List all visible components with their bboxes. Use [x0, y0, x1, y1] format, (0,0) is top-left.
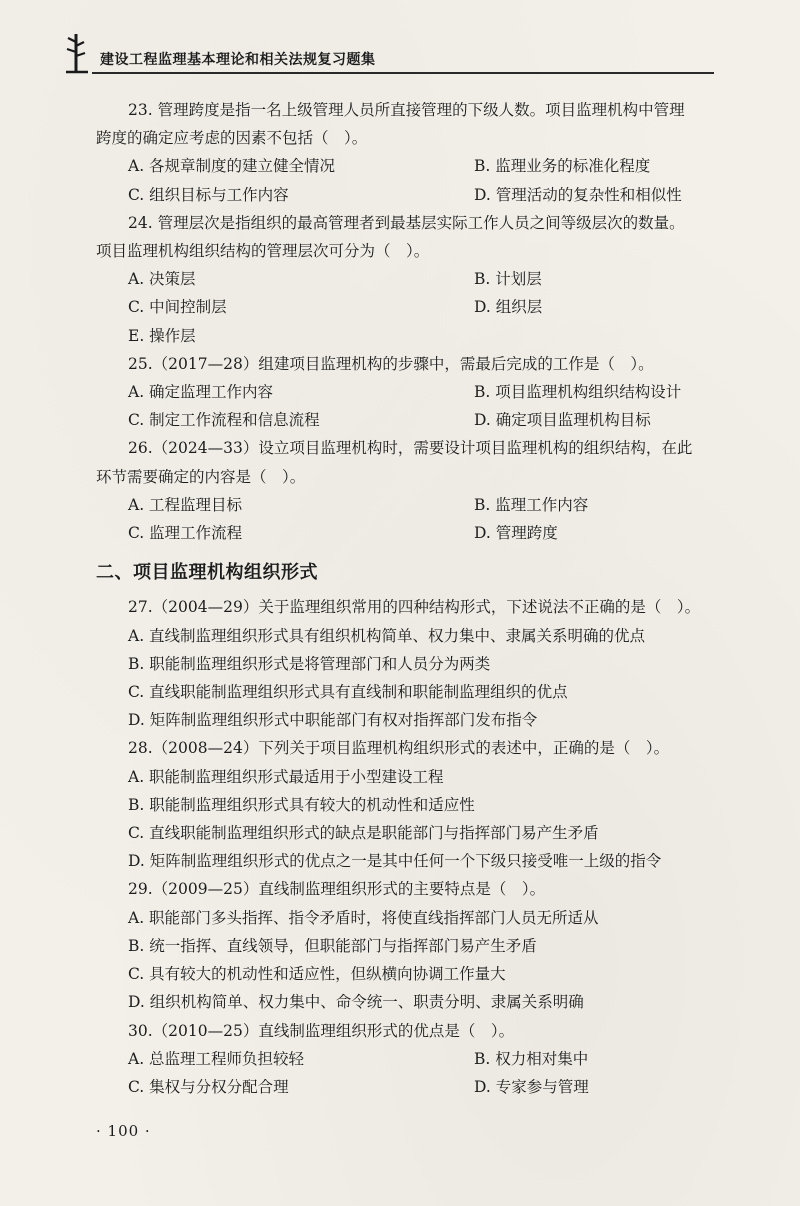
option-b: B. 权力相对集中 [474, 1049, 589, 1068]
option-a: A. 决策层 [128, 270, 196, 289]
option-c: C. 制定工作流程和信息流程 [128, 411, 320, 430]
option-c: C. 中间控制层 [128, 298, 227, 317]
option-d: D. 矩阵制监理组织形式中职能部门有权对指挥部门发布指令 [128, 711, 538, 730]
option-row [96, 1045, 716, 1073]
page-number: · 100 · [96, 1122, 151, 1140]
option-b: B. 计划层 [474, 270, 542, 289]
option-b: B. 职能制监理组织形式具有较大的机动性和适应性 [128, 795, 475, 814]
question-text: 25.（2017—28）组建项目监理机构的步骤中，需最后完成的工作是（ ）。 [128, 354, 654, 373]
question-text: 23. 管理跨度是指一名上级管理人员所直接管理的下级人数。项目监理机构中管理 [128, 101, 685, 119]
question-text: 26.（2024—33）设立项目监理机构时，需要设计项目监理机构的组织结构，在此 [128, 439, 693, 458]
option-a: A. 各规章制度的建立健全情况 [128, 157, 336, 176]
header-rule [92, 72, 714, 74]
option-row [96, 1073, 716, 1101]
option-row [96, 378, 716, 406]
option-e: E. 操作层 [128, 326, 196, 345]
option-a: A. 工程监理目标 [128, 495, 243, 514]
section-heading: 二、项目监理机构组织形式 [96, 562, 318, 584]
option-c: C. 组织目标与工作内容 [128, 185, 289, 204]
option-row [96, 265, 716, 293]
option-a: A. 确定监理工作内容 [128, 383, 274, 402]
question-25 [96, 350, 716, 435]
option-d: D. 组织机构简单、权力集中、命令统一、职责分明、隶属关系明确 [128, 993, 584, 1012]
running-header [62, 32, 712, 74]
question-24 [96, 209, 716, 350]
option-c: C. 具有较大的机动性和适应性，但纵横向协调工作量大 [128, 965, 506, 984]
page-content [96, 96, 716, 1101]
option-d: D. 组织层 [474, 298, 543, 317]
option-d: D. 管理跨度 [474, 524, 558, 543]
option-row [96, 293, 716, 321]
question-text: 28.（2008—24）下列关于项目监理机构组织形式的表述中，正确的是（ ）。 [128, 739, 670, 758]
header-title: 建设工程监理基本理论和相关法规复习题集 [100, 52, 376, 68]
option-d: D. 矩阵制监理组织形式的优点之一是其中任何一个下级只接受唯一上级的指令 [128, 852, 662, 871]
option-d: D. 确定项目监理机构目标 [474, 411, 651, 430]
option-b: B. 职能制监理组织形式是将管理部门和人员分为两类 [128, 654, 491, 673]
option-c: C. 集权与分权分配合理 [128, 1077, 289, 1096]
question-text: 项目监理机构组织结构的管理层次可分为（ ）。 [96, 242, 430, 261]
question-text: 跨度的确定应考虑的因素不包括（ ）。 [96, 129, 368, 148]
question-27 [96, 593, 716, 734]
question-text: 29.（2009—25）直线制监理组织形式的主要特点是（ ）。 [128, 880, 546, 899]
option-c: C. 直线职能制监理组织形式具有直线制和职能制监理组织的优点 [128, 683, 568, 702]
question-text: 环节需要确定的内容是（ ）。 [96, 467, 306, 486]
option-b: B. 统一指挥、直线领导，但职能部门与指挥部门易产生矛盾 [128, 936, 537, 955]
question-text: 30.（2010—25）直线制监理组织形式的优点是（ ）。 [128, 1021, 515, 1040]
option-d: D. 专家参与管理 [474, 1077, 589, 1096]
option-row [96, 406, 716, 434]
option-row [96, 181, 716, 209]
option-d: D. 管理活动的复杂性和相似性 [474, 185, 682, 204]
option-b: B. 项目监理机构组织结构设计 [474, 383, 682, 402]
question-text: 27.（2004—29）关于监理组织常用的四种结构形式，下述说法不正确的是（ ）。 [128, 598, 701, 617]
option-a: A. 职能部门多头指挥、指令矛盾时，将使直线指挥部门人员无所适从 [128, 908, 599, 927]
option-row [96, 152, 716, 180]
option-row [96, 491, 716, 519]
option-a: A. 职能制监理组织形式最适用于小型建设工程 [128, 767, 444, 786]
tree-logo-icon [62, 32, 92, 74]
option-b: B. 监理工作内容 [474, 495, 589, 514]
question-26 [96, 434, 716, 547]
question-text: 24. 管理层次是指组织的最高管理者到最基层实际工作人员之间等级层次的数量。 [128, 213, 685, 232]
option-c: C. 直线职能制监理组织形式的缺点是职能部门与指挥部门易产生矛盾 [128, 824, 599, 843]
option-a: A. 总监理工程师负担较轻 [128, 1049, 305, 1068]
question-28 [96, 734, 716, 875]
option-c: C. 监理工作流程 [128, 524, 243, 543]
question-29 [96, 875, 716, 1016]
option-a: A. 直线制监理组织形式具有组织机构简单、权力集中、隶属关系明确的优点 [128, 626, 646, 645]
question-30 [96, 1017, 716, 1102]
question-23 [96, 96, 716, 209]
option-row [96, 519, 716, 547]
option-b: B. 监理业务的标准化程度 [474, 157, 651, 176]
